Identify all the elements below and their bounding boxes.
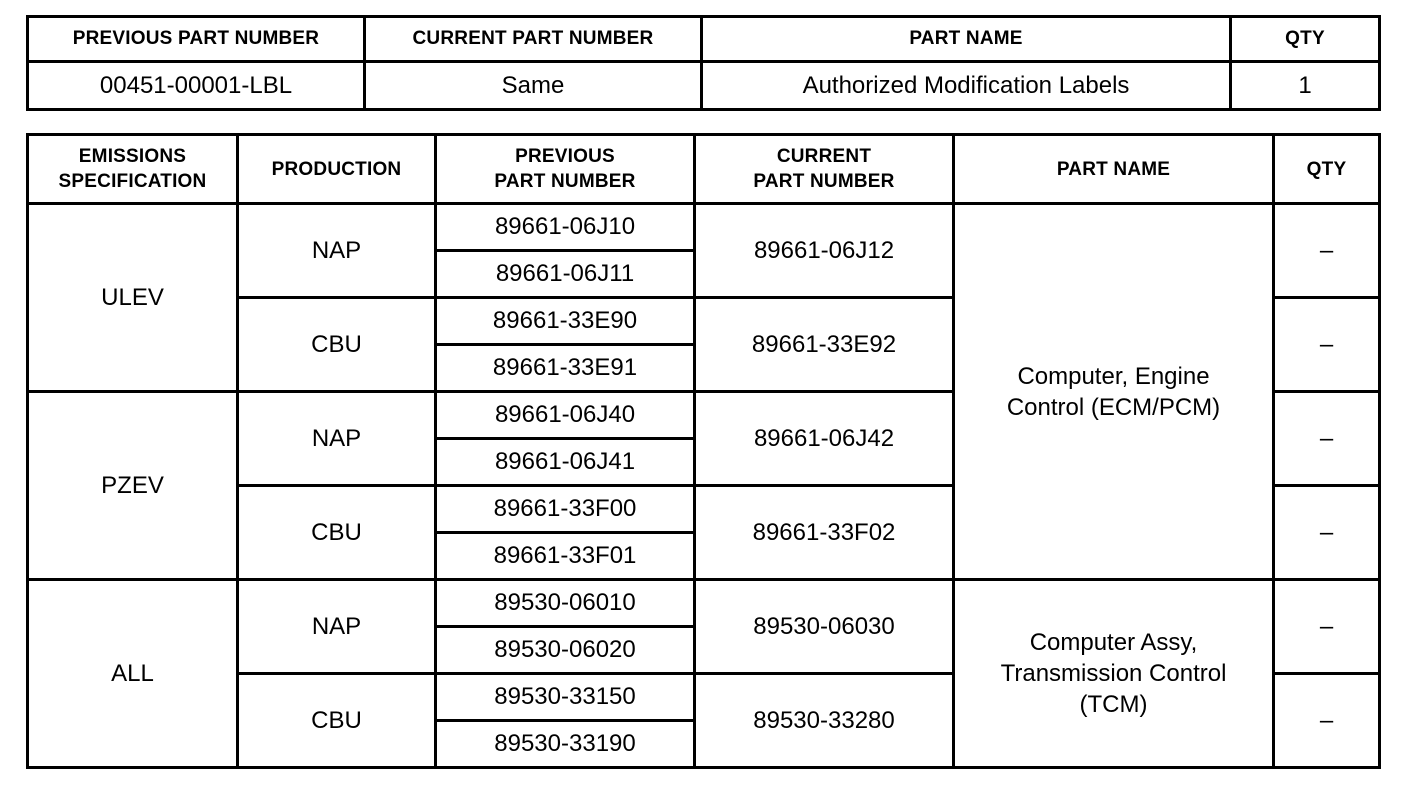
part-name-tcm-line3: (TCM)	[1079, 691, 1148, 718]
previous-part-cell: 89661-33E90	[436, 298, 695, 345]
header-previous-line2: PART NUMBER	[494, 171, 636, 192]
production-cell: NAP	[238, 580, 436, 674]
header-qty: QTY	[1274, 135, 1380, 204]
emissions-cell: PZEV	[28, 392, 238, 580]
header-previous-part-number	[436, 135, 695, 204]
current-part-cell: 89661-33E92	[695, 298, 954, 392]
header-current-part-number	[695, 135, 954, 204]
header-qty: QTY	[1231, 17, 1380, 62]
previous-part-cell: 89661-33E91	[436, 345, 695, 392]
previous-part-cell: 89530-33190	[436, 721, 695, 768]
header-current-line1: CURRENT	[776, 146, 872, 167]
current-part-cell: 89530-06030	[695, 580, 954, 674]
emissions-cell: ULEV	[28, 204, 238, 392]
header-part-name: PART NAME	[954, 135, 1274, 204]
header-emissions-line2: SPECIFICATION	[58, 171, 207, 192]
production-cell: NAP	[238, 204, 436, 298]
qty-cell: –	[1274, 674, 1380, 768]
previous-part-cell: 89661-06J40	[436, 392, 695, 439]
qty-cell: –	[1274, 298, 1380, 392]
table-row	[28, 204, 1380, 251]
part-name-tcm-line1: Computer Assy,	[1029, 629, 1198, 656]
header-previous-part-number: PREVIOUS PART NUMBER	[28, 17, 365, 62]
header-current-part-number: CURRENT PART NUMBER	[365, 17, 702, 62]
previous-part-cell: 89530-33150	[436, 674, 695, 721]
header-emissions-specification	[28, 135, 238, 204]
header-previous-line1: PREVIOUS	[515, 146, 615, 167]
part-name-cell-tcm	[954, 580, 1274, 768]
cell-previous-part-number: 00451-00001-LBL	[28, 62, 365, 110]
current-part-cell: 89661-06J12	[695, 204, 954, 298]
cell-qty: 1	[1231, 62, 1380, 110]
qty-cell: –	[1274, 392, 1380, 486]
qty-cell: –	[1274, 486, 1380, 580]
part-name-tcm-line2: Transmission Control	[1000, 660, 1227, 687]
production-cell: NAP	[238, 392, 436, 486]
parts-table	[26, 133, 1381, 769]
part-name-ecm-line1: Computer, Engine	[1017, 362, 1210, 390]
header-part-name: PART NAME	[702, 17, 1231, 62]
parts-header-row	[28, 135, 1380, 204]
labels-table	[26, 15, 1381, 111]
cell-current-part-number: Same	[365, 62, 702, 110]
production-cell: CBU	[238, 486, 436, 580]
table-row	[28, 580, 1380, 627]
header-emissions-line1: EMISSIONS	[78, 146, 187, 167]
previous-part-cell: 89661-06J11	[436, 251, 695, 298]
header-current-line2: PART NUMBER	[753, 171, 895, 192]
emissions-cell: ALL	[28, 580, 238, 768]
current-part-cell: 89530-33280	[695, 674, 954, 768]
header-production: PRODUCTION	[238, 135, 436, 204]
previous-part-cell: 89661-33F00	[436, 486, 695, 533]
labels-data-row	[28, 62, 1380, 110]
qty-cell: –	[1274, 580, 1380, 674]
cell-part-name: Authorized Modification Labels	[702, 62, 1231, 110]
production-cell: CBU	[238, 298, 436, 392]
part-name-ecm-line2: Control (ECM/PCM)	[1006, 393, 1221, 421]
part-name-cell-ecm	[954, 204, 1274, 580]
previous-part-cell: 89661-06J10	[436, 204, 695, 251]
previous-part-cell: 89661-33F01	[436, 533, 695, 580]
previous-part-cell: 89530-06010	[436, 580, 695, 627]
qty-cell: –	[1274, 204, 1380, 298]
previous-part-cell: 89530-06020	[436, 627, 695, 674]
current-part-cell: 89661-06J42	[695, 392, 954, 486]
labels-header-row	[28, 17, 1380, 62]
previous-part-cell: 89661-06J41	[436, 439, 695, 486]
current-part-cell: 89661-33F02	[695, 486, 954, 580]
production-cell: CBU	[238, 674, 436, 768]
